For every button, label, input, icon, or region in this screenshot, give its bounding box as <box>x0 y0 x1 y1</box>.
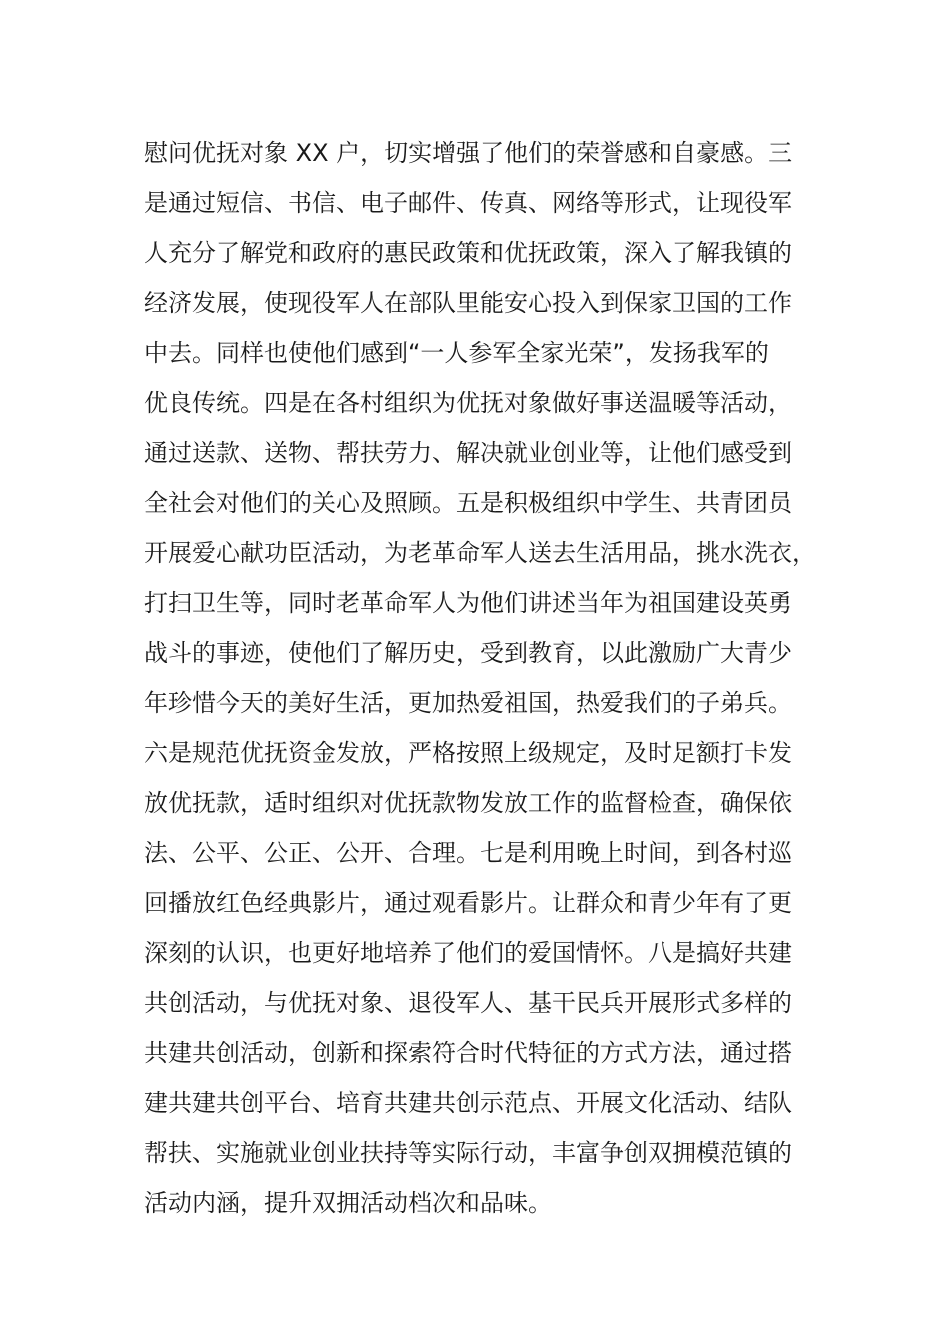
text-line: 共创活动，与优抚对象、退役军人、基干民兵开展形式多样的 <box>144 989 792 1017</box>
text-line: 深刻的认识，也更好地培养了他们的爱国情怀。八是搞好共建 <box>144 939 792 967</box>
text-line: 六是规范优抚资金发放，严格按照上级规定，及时足额打卡发 <box>144 739 792 767</box>
text-line: 全社会对他们的关心及照顾。五是积极组织中学生、共青团员 <box>144 489 792 517</box>
text-line: 是通过短信、书信、电子邮件、传真、网络等形式，让现役军 <box>144 189 792 217</box>
text-line: 打扫卫生等，同时老革命军人为他们讲述当年为祖国建设英勇 <box>144 589 792 617</box>
text-line: 回播放红色经典影片，通过观看影片。让群众和青少年有了更 <box>144 889 792 917</box>
text-line: 年珍惜今天的美好生活，更加热爱祖国，热爱我们的子弟兵。 <box>144 689 792 717</box>
text-line: 法、公平、公正、公开、合理。七是利用晚上时间，到各村巡 <box>144 839 792 867</box>
text-line: 放优抚款，适时组织对优抚款物发放工作的监督检查，确保依 <box>144 789 792 817</box>
text-line: 帮扶、实施就业创业扶持等实际行动，丰富争创双拥模范镇的 <box>144 1139 792 1167</box>
text-line: 经济发展，使现役军人在部队里能安心投入到保家卫国的工作 <box>144 289 792 317</box>
text-line: 活动内涵，提升双拥活动档次和品味。 <box>144 1189 552 1217</box>
text-line: 通过送款、送物、帮扶劳力、解决就业创业等，让他们感受到 <box>144 439 792 467</box>
body-paragraph <box>144 128 844 1228</box>
text-line: 优良传统。四是在各村组织为优抚对象做好事送温暖等活动， <box>144 389 792 417</box>
text-line: 开展爱心献功臣活动，为老革命军人送去生活用品，挑水洗衣， <box>144 539 816 567</box>
text-line: 人充分了解党和政府的惠民政策和优抚政策，深入了解我镇的 <box>144 239 792 267</box>
text-line: 慰问优抚对象 XX 户，切实增强了他们的荣誉感和自豪感。三 <box>144 139 793 167</box>
text-line: 建共建共创平台、培育共建共创示范点、开展文化活动、结队 <box>144 1089 792 1117</box>
text-line: 共建共创活动，创新和探索符合时代特征的方式方法，通过搭 <box>144 1039 792 1067</box>
text-line: 中去。同样也使他们感到“一人参军全家光荣”，发扬我军的 <box>144 339 769 367</box>
text-line: 战斗的事迹，使他们了解历史，受到教育，以此激励广大青少 <box>144 639 792 667</box>
